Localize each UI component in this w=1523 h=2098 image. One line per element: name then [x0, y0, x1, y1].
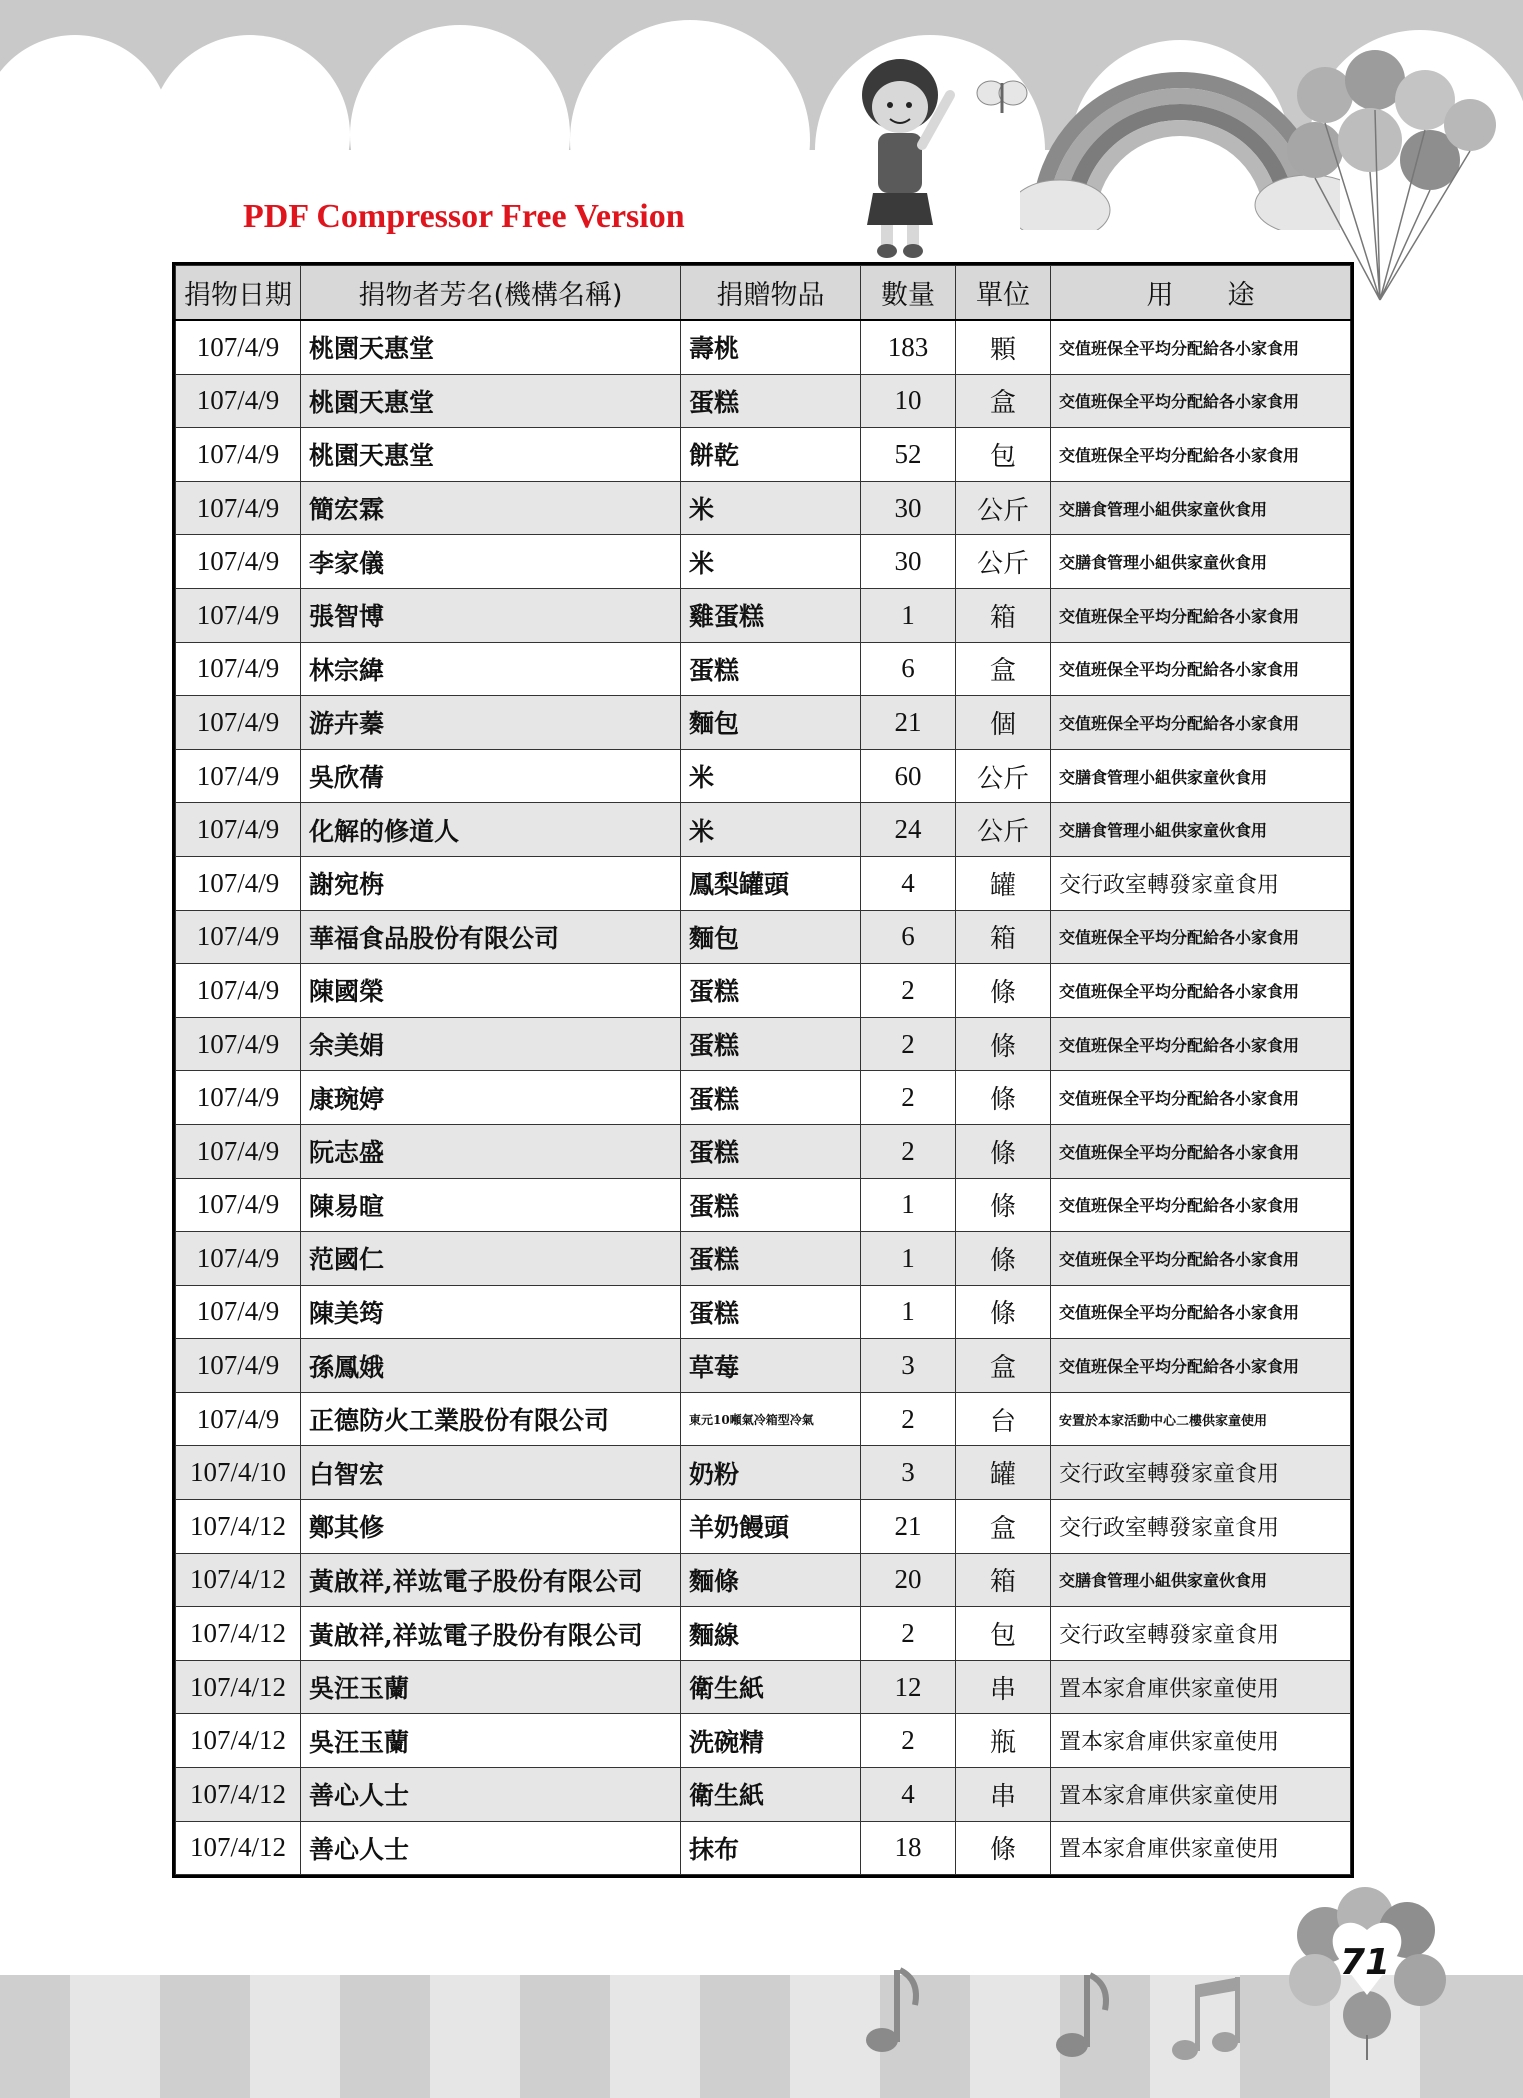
donated-item: 麵條 [681, 1553, 861, 1607]
donation-date: 107/4/12 [176, 1821, 301, 1875]
table-row [176, 1339, 1351, 1393]
table-row [176, 1607, 1351, 1661]
unit: 盒 [956, 1500, 1051, 1554]
donor-name: 陳易暄 [301, 1178, 681, 1232]
table-row [176, 588, 1351, 642]
unit: 條 [956, 1821, 1051, 1875]
donation-table [172, 262, 1354, 1878]
donated-item: 米 [681, 481, 861, 535]
quantity: 1 [861, 1285, 956, 1339]
donation-date: 107/4/9 [176, 696, 301, 750]
donation-date: 107/4/9 [176, 1071, 301, 1125]
unit: 串 [956, 1768, 1051, 1822]
unit: 盒 [956, 1339, 1051, 1393]
donor-name: 白智宏 [301, 1446, 681, 1500]
table-row [176, 320, 1351, 374]
usage: 交值班保全平均分配給各小家食用 [1051, 1285, 1351, 1339]
unit: 顆 [956, 320, 1051, 374]
donated-item: 衛生紙 [681, 1660, 861, 1714]
unit: 罐 [956, 1446, 1051, 1500]
quantity: 30 [861, 535, 956, 589]
music-notes-illustration [860, 1950, 1260, 2070]
table-row [176, 749, 1351, 803]
donated-item: 壽桃 [681, 320, 861, 374]
table-row [176, 1071, 1351, 1125]
donor-name: 余美娟 [301, 1017, 681, 1071]
unit: 台 [956, 1392, 1051, 1446]
donor-name: 陳美筠 [301, 1285, 681, 1339]
donation-date: 107/4/10 [176, 1446, 301, 1500]
donated-item: 米 [681, 749, 861, 803]
quantity: 18 [861, 1821, 956, 1875]
quantity: 20 [861, 1553, 956, 1607]
donated-item: 麵包 [681, 696, 861, 750]
donated-item: 雞蛋糕 [681, 588, 861, 642]
donor-name: 黃啟祥,祥竑電子股份有限公司 [301, 1553, 681, 1607]
usage: 交值班保全平均分配給各小家食用 [1051, 320, 1351, 374]
usage: 交值班保全平均分配給各小家食用 [1051, 428, 1351, 482]
usage: 交值班保全平均分配給各小家食用 [1051, 642, 1351, 696]
unit: 公斤 [956, 803, 1051, 857]
usage: 交行政室轉發家童食用 [1051, 1446, 1351, 1500]
donation-date: 107/4/12 [176, 1553, 301, 1607]
usage: 置本家倉庫供家童使用 [1051, 1768, 1351, 1822]
table-row [176, 803, 1351, 857]
donated-item: 洗碗精 [681, 1714, 861, 1768]
quantity: 2 [861, 1392, 956, 1446]
donor-name: 謝宛栴 [301, 856, 681, 910]
donation-date: 107/4/9 [176, 588, 301, 642]
unit: 盒 [956, 642, 1051, 696]
donated-item: 蛋糕 [681, 964, 861, 1018]
quantity: 1 [861, 1232, 956, 1286]
header-date: 捐物日期 [176, 266, 301, 321]
quantity: 2 [861, 1714, 956, 1768]
quantity: 2 [861, 1607, 956, 1661]
donor-name: 桃園天惠堂 [301, 428, 681, 482]
unit: 盒 [956, 374, 1051, 428]
donor-name: 鄭其修 [301, 1500, 681, 1554]
usage: 交值班保全平均分配給各小家食用 [1051, 1339, 1351, 1393]
quantity: 6 [861, 910, 956, 964]
usage: 交值班保全平均分配給各小家食用 [1051, 910, 1351, 964]
donated-item: 蛋糕 [681, 374, 861, 428]
donation-date: 107/4/9 [176, 1178, 301, 1232]
quantity: 2 [861, 1124, 956, 1178]
donation-date: 107/4/9 [176, 856, 301, 910]
donor-name: 李家儀 [301, 535, 681, 589]
usage: 交值班保全平均分配給各小家食用 [1051, 1232, 1351, 1286]
usage: 交行政室轉發家童食用 [1051, 1500, 1351, 1554]
donor-name: 吳汪玉蘭 [301, 1660, 681, 1714]
header-unit: 單位 [956, 266, 1051, 321]
donation-date: 107/4/9 [176, 642, 301, 696]
donation-date: 107/4/12 [176, 1714, 301, 1768]
quantity: 6 [861, 642, 956, 696]
donated-item: 麵包 [681, 910, 861, 964]
quantity: 2 [861, 964, 956, 1018]
table-header-row [176, 266, 1351, 321]
quantity: 60 [861, 749, 956, 803]
unit: 條 [956, 1178, 1051, 1232]
unit: 瓶 [956, 1714, 1051, 1768]
quantity: 12 [861, 1660, 956, 1714]
donation-date: 107/4/9 [176, 1124, 301, 1178]
donated-item: 蛋糕 [681, 1232, 861, 1286]
donated-item: 米 [681, 535, 861, 589]
donated-item: 蛋糕 [681, 1285, 861, 1339]
donation-date: 107/4/12 [176, 1500, 301, 1554]
donated-item: 蛋糕 [681, 1178, 861, 1232]
donation-date: 107/4/12 [176, 1607, 301, 1661]
donation-date: 107/4/9 [176, 910, 301, 964]
table-row [176, 642, 1351, 696]
usage: 交值班保全平均分配給各小家食用 [1051, 588, 1351, 642]
watermark-text: PDF Compressor Free Version [243, 198, 685, 235]
unit: 條 [956, 1232, 1051, 1286]
header-donor-name: 捐物者芳名(機構名稱) [301, 266, 681, 321]
donated-item: 餅乾 [681, 428, 861, 482]
page-number: 71 [1340, 1942, 1391, 1983]
usage: 置本家倉庫供家童使用 [1051, 1821, 1351, 1875]
unit: 條 [956, 1285, 1051, 1339]
table-row [176, 1660, 1351, 1714]
usage: 安置於本家活動中心二樓供家童使用 [1051, 1392, 1351, 1446]
unit: 串 [956, 1660, 1051, 1714]
donation-date: 107/4/9 [176, 964, 301, 1018]
usage: 交行政室轉發家童食用 [1051, 856, 1351, 910]
donor-name: 桃園天惠堂 [301, 320, 681, 374]
table-row [176, 481, 1351, 535]
table-row [176, 1232, 1351, 1286]
table-row [176, 1124, 1351, 1178]
unit: 條 [956, 964, 1051, 1018]
donor-name: 康琬婷 [301, 1071, 681, 1125]
donated-item: 衛生紙 [681, 1768, 861, 1822]
unit: 條 [956, 1017, 1051, 1071]
table-row [176, 374, 1351, 428]
donated-item: 蛋糕 [681, 642, 861, 696]
butterfly-illustration [975, 75, 1030, 120]
usage: 交行政室轉發家童食用 [1051, 1607, 1351, 1661]
usage: 交值班保全平均分配給各小家食用 [1051, 964, 1351, 1018]
donation-date: 107/4/12 [176, 1768, 301, 1822]
unit: 條 [956, 1124, 1051, 1178]
table-row [176, 910, 1351, 964]
donation-date: 107/4/9 [176, 428, 301, 482]
usage: 交膳食管理小組供家童伙食用 [1051, 481, 1351, 535]
quantity: 3 [861, 1446, 956, 1500]
quantity: 52 [861, 428, 956, 482]
usage: 交膳食管理小組供家童伙食用 [1051, 535, 1351, 589]
donated-item: 米 [681, 803, 861, 857]
usage: 交值班保全平均分配給各小家食用 [1051, 1178, 1351, 1232]
table-row [176, 696, 1351, 750]
donor-name: 陳國榮 [301, 964, 681, 1018]
usage: 交膳食管理小組供家童伙食用 [1051, 803, 1351, 857]
donor-name: 孫鳳娥 [301, 1339, 681, 1393]
unit: 公斤 [956, 535, 1051, 589]
usage: 交值班保全平均分配給各小家食用 [1051, 696, 1351, 750]
quantity: 2 [861, 1017, 956, 1071]
unit: 條 [956, 1071, 1051, 1125]
donation-date: 107/4/9 [176, 535, 301, 589]
donor-name: 簡宏霖 [301, 481, 681, 535]
usage: 交值班保全平均分配給各小家食用 [1051, 374, 1351, 428]
table-row [176, 856, 1351, 910]
donor-name: 正德防火工業股份有限公司 [301, 1392, 681, 1446]
donor-name: 華福食品股份有限公司 [301, 910, 681, 964]
usage: 置本家倉庫供家童使用 [1051, 1714, 1351, 1768]
donation-date: 107/4/9 [176, 803, 301, 857]
table-row [176, 1446, 1351, 1500]
usage: 交值班保全平均分配給各小家食用 [1051, 1071, 1351, 1125]
usage: 交膳食管理小組供家童伙食用 [1051, 1553, 1351, 1607]
quantity: 30 [861, 481, 956, 535]
girl-illustration [845, 55, 965, 260]
donated-item: 蛋糕 [681, 1124, 861, 1178]
donor-name: 桃園天惠堂 [301, 374, 681, 428]
unit: 包 [956, 428, 1051, 482]
donation-date: 107/4/9 [176, 749, 301, 803]
quantity: 10 [861, 374, 956, 428]
donation-date: 107/4/12 [176, 1660, 301, 1714]
table-row [176, 535, 1351, 589]
table-row [176, 1178, 1351, 1232]
donor-name: 阮志盛 [301, 1124, 681, 1178]
quantity: 183 [861, 320, 956, 374]
donor-name: 吳欣蒨 [301, 749, 681, 803]
quantity: 21 [861, 1500, 956, 1554]
quantity: 21 [861, 696, 956, 750]
donation-date: 107/4/9 [176, 374, 301, 428]
donation-date: 107/4/9 [176, 1339, 301, 1393]
quantity: 2 [861, 1071, 956, 1125]
table-row [176, 1017, 1351, 1071]
donation-date: 107/4/9 [176, 1392, 301, 1446]
donor-name: 范國仁 [301, 1232, 681, 1286]
table-row [176, 964, 1351, 1018]
unit: 罐 [956, 856, 1051, 910]
donated-item: 鳳梨罐頭 [681, 856, 861, 910]
table-row [176, 1285, 1351, 1339]
usage: 交膳食管理小組供家童伙食用 [1051, 749, 1351, 803]
donor-name: 化解的修道人 [301, 803, 681, 857]
quantity: 1 [861, 1178, 956, 1232]
quantity: 24 [861, 803, 956, 857]
donor-name: 善心人士 [301, 1768, 681, 1822]
donated-item: 蛋糕 [681, 1017, 861, 1071]
header-item: 捐贈物品 [681, 266, 861, 321]
donated-item: 草莓 [681, 1339, 861, 1393]
unit: 包 [956, 1607, 1051, 1661]
quantity: 4 [861, 1768, 956, 1822]
donation-date: 107/4/9 [176, 1285, 301, 1339]
donated-item: 蛋糕 [681, 1071, 861, 1125]
header-usage: 用 途 [1051, 266, 1351, 321]
unit: 公斤 [956, 749, 1051, 803]
quantity: 3 [861, 1339, 956, 1393]
donor-name: 善心人士 [301, 1821, 681, 1875]
table-row [176, 1553, 1351, 1607]
donor-name: 游卉蓁 [301, 696, 681, 750]
donated-item: 奶粉 [681, 1446, 861, 1500]
usage: 交值班保全平均分配給各小家食用 [1051, 1124, 1351, 1178]
unit: 箱 [956, 1553, 1051, 1607]
donor-name: 林宗緯 [301, 642, 681, 696]
donated-item: 羊奶饅頭 [681, 1500, 861, 1554]
donation-date: 107/4/9 [176, 1017, 301, 1071]
donor-name: 黃啟祥,祥竑電子股份有限公司 [301, 1607, 681, 1661]
unit: 箱 [956, 588, 1051, 642]
donation-date: 107/4/9 [176, 481, 301, 535]
quantity: 4 [861, 856, 956, 910]
table-row [176, 1714, 1351, 1768]
donated-item: 抹布 [681, 1821, 861, 1875]
usage: 交值班保全平均分配給各小家食用 [1051, 1017, 1351, 1071]
donor-name: 吳汪玉蘭 [301, 1714, 681, 1768]
unit: 公斤 [956, 481, 1051, 535]
unit: 箱 [956, 910, 1051, 964]
table-row [176, 428, 1351, 482]
donation-date: 107/4/9 [176, 1232, 301, 1286]
header-quantity: 數量 [861, 266, 956, 321]
table-row [176, 1392, 1351, 1446]
quantity: 1 [861, 588, 956, 642]
donated-item: 麵線 [681, 1607, 861, 1661]
table-row [176, 1768, 1351, 1822]
table-row [176, 1500, 1351, 1554]
usage: 置本家倉庫供家童使用 [1051, 1660, 1351, 1714]
unit: 個 [956, 696, 1051, 750]
donation-date: 107/4/9 [176, 320, 301, 374]
table-row [176, 1821, 1351, 1875]
donor-name: 張智博 [301, 588, 681, 642]
donated-item: 東元10噸氣冷箱型冷氣 [681, 1392, 861, 1446]
